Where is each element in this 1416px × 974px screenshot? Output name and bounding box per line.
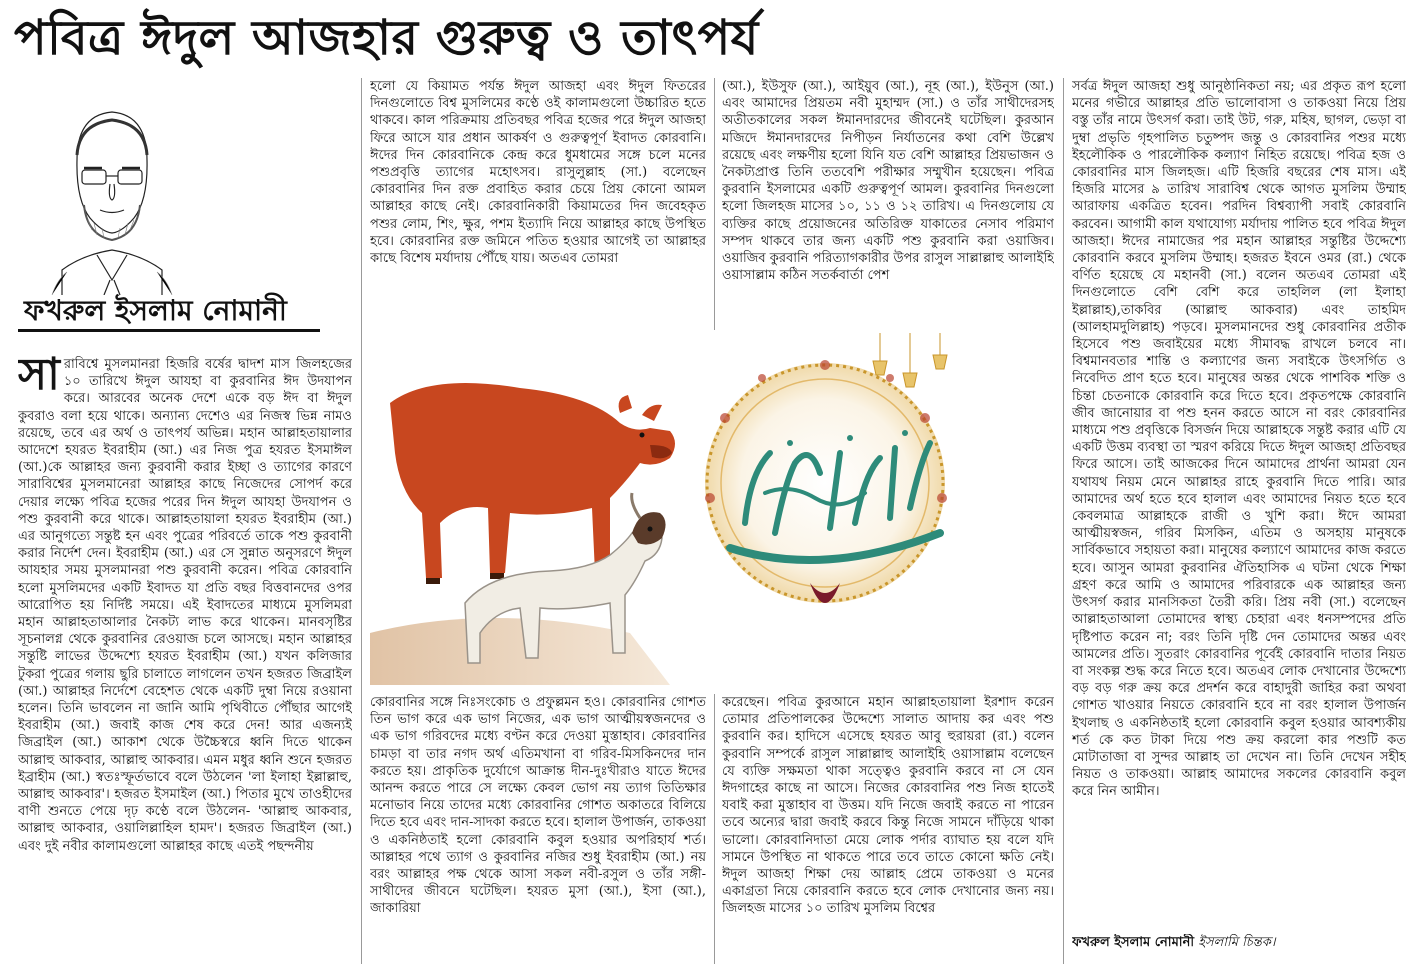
column-4-text: সর্বত্র ঈদুল আজহা শুধু আনুষ্ঠানিকতা নয়; এর প্রকৃত রূপ হলো মনের গভীরে আল্লাহর প্রতি ভালোবাসা ও তাকওয়া নিয়ে প্রিয় বস্তু তাঁর নামে উৎসর্গ করা। তাই উট, গরু, মহিষ, ছাগল, ভেড়া বা দুম্বা প্রভৃতি গৃহপালিত চতুষ্পদ জন্তু ও কোরবানির পশুর মধ্যে ইহলৌকিক ও পারলৌকিক কল্যাণ নিহিত রয়েছে। পবিত্র হজ ও কোরবানির মাস জিলহজ। এটি হিজরি বছরের শেষ মাস। এই হিজরি মাসের ৯ তারিখ সারাবিশ্ব থেকে আগত মুসলিম উম্মাহ আরাফায় একত্রিত হবেন। পরদিন বিশ্বব্যাপী সবাই কোরবানি করবেন। আগামী কাল যথাযোগ্য মর্যাদায় পালিত হবে পবিত্র ঈদুল আজহা। ঈদের নামাজের পর মহান আল্লাহর সন্তুষ্টির উদ্দেশ্যে কোরবানি করবে মুসলিম উম্মাহ। হজরত ইবনে ওমর (রা.) থেকে বর্ণিত হয়েছে যে মহানবী (সা.) বলেন অতএব তোমরা এই দিনগুলোতে বেশি বেশি করে তাহলিল (লা ইলাহা ইল্লাল্লাহ),তাকবির (আল্লাহু আকবার) এবং তাহমিদ (আলহামদুলিল্লাহ) পড়বে। মুসলমানদের শুধু কোরবানির প্রতীক হিসেবে পশু জবাইয়ের মধ্যে সীমাবদ্ধ রাখলে চলবে না। বিশ্বমানবতার শান্তি ও কল্যাণের জন্য সবাইকে উৎসর্গিত ও নিবেদিত প্রাণ হতে হবে। মানুষের অন্তর থেকে পাশবিক শক্তি ও চিন্তা চেতনাকে কোরবানি করে দিতে হবে। প্রকৃতপক্ষে কোরবানি জীব জানোয়ার বা পশু হনন করতে আসে না বরং কোরবানির মাধ্যমে পশু প্রবৃত্তিকে বিসর্জন দিয়ে আল্লাহকে সন্তুষ্ট করার এটি যে একটি উত্তম ব্যবস্থা তা স্মরণ করিয়ে দিতে ঈদুল আজহা প্রতিবছর ফিরে আসে। তাই আজকের দিনে আমাদের প্রার্থনা আমরা যেন যথাযথ নিয়ম মেনে আল্লাহর রাহে কুরবানি দিতে পারি। আর আমাদের অর্থ হতে হবে হালাল এবং আমাদের নিয়ত হতে হবে কেবলমাত্র আল্লাহকে রাজী ও খুশি করা। ঈদে আমরা আত্মীয়স্বজন, গরিব মিসকিন, এতিম ও অসহায় মানুষকে সার্বিকভাবে সহায়তা করা। মানুষের কল্যাণে আমাদের কাজ করতে হবে। আসুন আমরা কুরবানির ঐতিহাসিক এ ঘটনা থেকে শিক্ষা গ্রহণ করে আমি ও আমাদের পরিবারকে এক আল্লাহর জন্য উৎসর্গ করার মানসিকতা তৈরী করি। প্রিয় নবী (সা.) বলেছেন আল্লাহতাআলা তোমাদের স্বাস্থ্য চেহারা এবং ধনসম্পদের প্রতি দৃষ্টিপাত করেন না; বরং তিনি দৃষ্টি দেন তোমাদের অন্তর এবং আমলের প্রতি। সুতরাং কোরবানির পূর্বেই কোরবানি দাতার নিয়ত বা সংকল্প শুদ্ধ করে নিতে হবে। অতএব লোক দেখানোর উদ্দেশ্যে বড় বড় গরু ক্রয় করে প্রদর্শন করে বাহাদুরী জাহির করা অথবা গোশত খাওয়ার নিয়তে কোরবানি হবে না বরং হালাল উপার্জন ইখলাছ ও একনিষ্ঠতাই হলো কোরবানি কবুল হওয়ার আবশ্যকীয় শর্ত কে কত টাকা দিয়ে পশু ক্রয় করলো কার পশুটি কত মোটাতাজা বা সুন্দর আল্লাহ তা দেখেন না। তিনি দেখেন সহীহ নিয়ত ও তাকওয়া। আল্লাহ আমাদের সকলের কোরবানি কবুল করে নিন আমীন। (1072, 79, 1406, 800)
byline (1072, 934, 1406, 954)
column-divider (714, 78, 715, 330)
article-column-2-bottom (370, 694, 706, 962)
article-column-1 (18, 356, 352, 968)
author-portrait (22, 80, 202, 295)
column-2-bottom-text: কোরবানির সঙ্গে নিঃসংকোচ ও প্রফুল্লমন হও। কোরবানির গোশত তিন ভাগ করে এক ভাগ নিজের, এক ভাগ আত্মীয়স্বজনদের ও এক ভাগ গরিবদের মধ্যে বণ্টন করে দেওয়া মুস্তাহাব। কোরবানির চামড়া বা তার নগদ অর্থ এতিমখানা বা গরিব-মিসকিনদের দান করতে হয়। প্রাকৃতিক দুর্যোগে আক্রান্ত দীন-দুঃখীরাও যাতে ঈদের আনন্দ করতে পারে সে লক্ষ্যে কেবল ভোগ নয় ত্যাগ তিতিক্ষার মনোভাব নিয়ে তাদের মধ্যে কোরবানির গোশত অকাতরে বিলিয়ে দিতে হবে এবং দান-সাদকা করতে হবে। হালাল উপার্জন, তাকওয়া ও একনিষ্ঠতাই হলো কোরবানি কবুল হওয়ার অপরিহার্য শর্ত। আল্লাহর পথে ত্যাগ ও কুরবানির নজির শুধু ইবরাহীম (আ.) নয় বরং আল্লাহর পক্ষ থেকে আসা সকল নবী-রসুল ও তাঁর সঙ্গী-সাথীদের জীবনে ঘটেছিল। হযরত মুসা (আ.), ইসা (আ.), জাকারিয়া (370, 695, 706, 917)
column-2-top-text: হলো যে কিয়ামত পর্যন্ত ঈদুল আজহা এবং ঈদুল ফিতরের দিনগুলোতে বিশ্ব মুসলিমের কণ্ঠে ওই কালামগুলো উচ্চারিত হতে থাকবে। কাল পরিক্রমায় প্রতিবছর পবিত্র হজের পরে ঈদুল আজহা ফিরে আসে যার প্রধান আকর্ষণ ও গুরুত্বপূর্ণ ইবাদত কোরবানি। ঈদের দিন কোরবানিকে কেন্দ্র করে ধুমধামের সঙ্গে চলে মনের পশুপ্রবৃত্তি ত্যাগের মহোৎসব। রাসুলুল্লাহ (সা.) বলেছেন কোরবানির দিন রক্ত প্রবাহিত করার চেয়ে প্রিয় কোনো আমল আল্লাহর কাছে নেই। কোরবানিকারী কিয়ামতের দিন জবেহকৃত পশুর লোম, শিং, ক্ষুর, পশম ইত্যাদি নিয়ে আল্লাহর কাছে উপস্থিত হবে। কোরবানির রক্ত জমিনে পতিত হওয়ার আগেই তা আল্লাহর কাছে বিশেষ মর্যাদায় পৌঁছে যায়। অতএব তোমরা (370, 79, 706, 267)
article-column-3-bottom (722, 694, 1054, 962)
column-divider (714, 694, 715, 964)
headline: পবিত্র ঈদুল আজহার গুরুত্ব ও তাৎপর্য (14, 10, 759, 66)
column-divider (361, 78, 362, 964)
author-name-banner: ফখরুল ইসলাম নোমানী (18, 292, 320, 332)
eid-illustration (370, 333, 1054, 685)
article-column-4 (1072, 78, 1406, 934)
column-3-top-text: (আ.), ইউসুফ (আ.), আইয়ুব (আ.), নূহ (আ.), ইউনুস (আ.) এবং আমাদের প্রিয়তম নবী মুহাম্মদ (সা.) ও তাঁর সাথীদেরসহ অতীতকালের সকল ঈমানদারদের জীবনেই ঘটেছিল। কুরআন মজিদে ঈমানদারদের নিপীড়ন নির্যাতনের কথা বেশি উল্লেখ রয়েছে এবং লক্ষণীয় হলো যিনি যত বেশি আল্লাহর প্রিয়ভাজন ও নৈকট্যপ্রাপ্ত তিনি ততবেশি পরীক্ষার সম্মুখীন হয়েছেন। পবিত্র কুরবানি ইসলামের একটি গুরুত্বপূর্ণ আমল। কুরবানির দিনগুলো হলো জিলহজ মাসের ১০, ১১ ও ১২ তারিখ। এ দিনগুলোয় যে ব্যক্তির কাছে প্রয়োজনের অতিরিক্ত যাকাতের নেসাব পরিমাণ সম্পদ থাকবে তার জন্য একটি পশু কুরবানি করা ওয়াজিব। ওয়াজিব কুরবানি পরিত্যাগকারীর উপর রাসুল সাল্লাল্লাহু আলাইহি ওয়াসাল্লাম কঠিন সতর্কবার্তা পেশ (722, 79, 1054, 284)
column-3-bottom-text: করেছেন। পবিত্র কুরআনে মহান আল্লাহতায়ালা ইরশাদ করেন তোমার প্রতিপালকের উদ্দেশ্যে সালাত আদায় কর এবং পশু কুরবানি কর। হাদিসে এসেছে হযরত আবু হুরায়রা (রা.) বলেন কুরবানি সম্পর্কে রাসুল সাল্লাল্লাহু আলাইহি ওয়াসাল্লাম বলেছেন যে ব্যক্তি সক্ষমতা থাকা সত্ত্বেও কুরবানি করবে না সে যেন ঈদগাহের কাছে না আসে। নিজের কোরবানির পশু নিজ হাতেই যবাই করা মুস্তাহাব বা উত্তম। যদি নিজে জবাই করতে না পারেন তবে অন্যের দ্বারা জবাই করবে কিন্তু নিজে সামনে দাঁড়িয়ে থাকা ভালো। কোরবানিদাতা মেয়ে লোক পর্দার ব্যাঘাত হয় বলে যদি সামনে উপস্থিত না থাকতে পারে তবে তাতে কোনো ক্ষতি নেই। ঈদুল আজহা শিক্ষা দেয় আল্লাহ প্রেমে তাকওয়া ও মনের একাগ্রতা নিয়ে কোরবানি করতে হবে লোক দেখানোর জন্য নয়। জিলহজ মাসের ১০ তারিখ মুসলিম বিশ্বের (722, 695, 1054, 917)
column-divider (1063, 78, 1064, 964)
byline-role: ইসলামি চিন্তক। (1198, 935, 1276, 950)
drop-cap: সা (18, 356, 60, 400)
column-1-text: রাবিশ্বে মুসলমানরা হিজরি বর্ষের দ্বাদশ মাস জিলহজের ১০ তারিখে ঈদুল আযহা বা কুরবানির ঈদ উদযাপন করে। আরবের অনেক দেশে একে বড় ঈদ বা ঈদুল কুবরাও বলা হয়ে থাকে। অন্যান্য দেশেও এর নিজস্ব ভিন্ন নামও রয়েছে, তবে এর অর্থ ও তাৎপর্য অভিন্ন। মহান আল্লাহতায়ালার আদেশে হযরত ইবরাহীম (আ.) এর নিজ পুত্র হযরত ইসমাঈল (আ.)কে আল্লাহর জন্য কুরবানী করার ইচ্ছা ও ত্যাগের কারণে সারাবিশ্বের মুসলমানেরা আল্লাহর কাছে নিজেদের সোপর্দ করে দেয়ার লক্ষ্যে পবিত্র হজের পরের দিন ঈদুল আযহা উদযাপন ও পশু কুরবানী করে থাকে। আল্লাহতায়ালা হযরত ইবরাহীম (আ.) এর আনুগত্যে সন্তুষ্ট হন এবং পুত্রের পরিবর্তে তাকে পশু কুরবানী করার নির্দেশ দেন। ইবরাহীম (আ.) এর সে সুন্নাত অনুসরণে ঈদুল আযহার সময় মুসলমানরা পশু কুরবানী করেন। পবিত্র কোরবানি হলো মুসলিমদের একটি ইবাদত যা প্রতি বছর বিত্তবানদের ওপর আরোপিত হয় নির্দিষ্ট সময়ে। এই ইবাদতের মাধ্যমে মুসলিমরা মহান আল্লাহতাআলার নৈকট্য লাভ করে থাকেন। মানবসৃষ্টির সূচনালগ্ন থেকে কুরবানির রেওয়াজ চলে আসছে। মহান আল্লাহর সন্তুষ্টি লাভের উদ্দেশ্যে হযরত ইবরাহীম (আ.) যখন কলিজার টুকরা পুত্রের গলায় ছুরি চালাতে লাগলেন তখন হজরত জিব্রাইল (আ.) আল্লাহর নির্দেশে বেহেশত থেকে একটি দুম্বা নিয়ে রওয়ানা হলেন। তিনি ভাবলেন না জানি আমি পৃথিবীতে পৌঁছার আগেই ইবরাহীম (আ.) জবাই কাজ শেষ করে দেন! আর এজন্যই জিব্রাইল (আ.) আকাশ থেকে উচ্চৈস্বরে ধ্বনি দিতে থাকেন আল্লাহু আকবার, আল্লাহু আকবার। এমন মধুর ধ্বনি শুনে হজরত ইব্রাহীম (আ.) স্বতঃস্ফূর্তভাবে বলে উঠলেন 'লা ইলাহা ইল্লাল্লাহু, আল্লাহু আকবার'। হজরত ইসমাইল (আ.) পিতার মুখে তাওহীদের বাণী শুনতে পেয়ে দৃঢ় কণ্ঠে বলে উঠলেন- 'আল্লাহু আকবার, আল্লাহু আকবার, ওয়ালিল্লাহিল হামদ'। হজরত জিব্রাইল (আ.) এবং দুই নবীর কালামগুলো আল্লাহর কাছে এতই পছন্দনীয় (18, 357, 352, 854)
article-column-3-top (722, 78, 1054, 330)
byline-name: ফখরুল ইসলাম নোমানী (1072, 935, 1195, 950)
article-column-2-top (370, 78, 706, 330)
